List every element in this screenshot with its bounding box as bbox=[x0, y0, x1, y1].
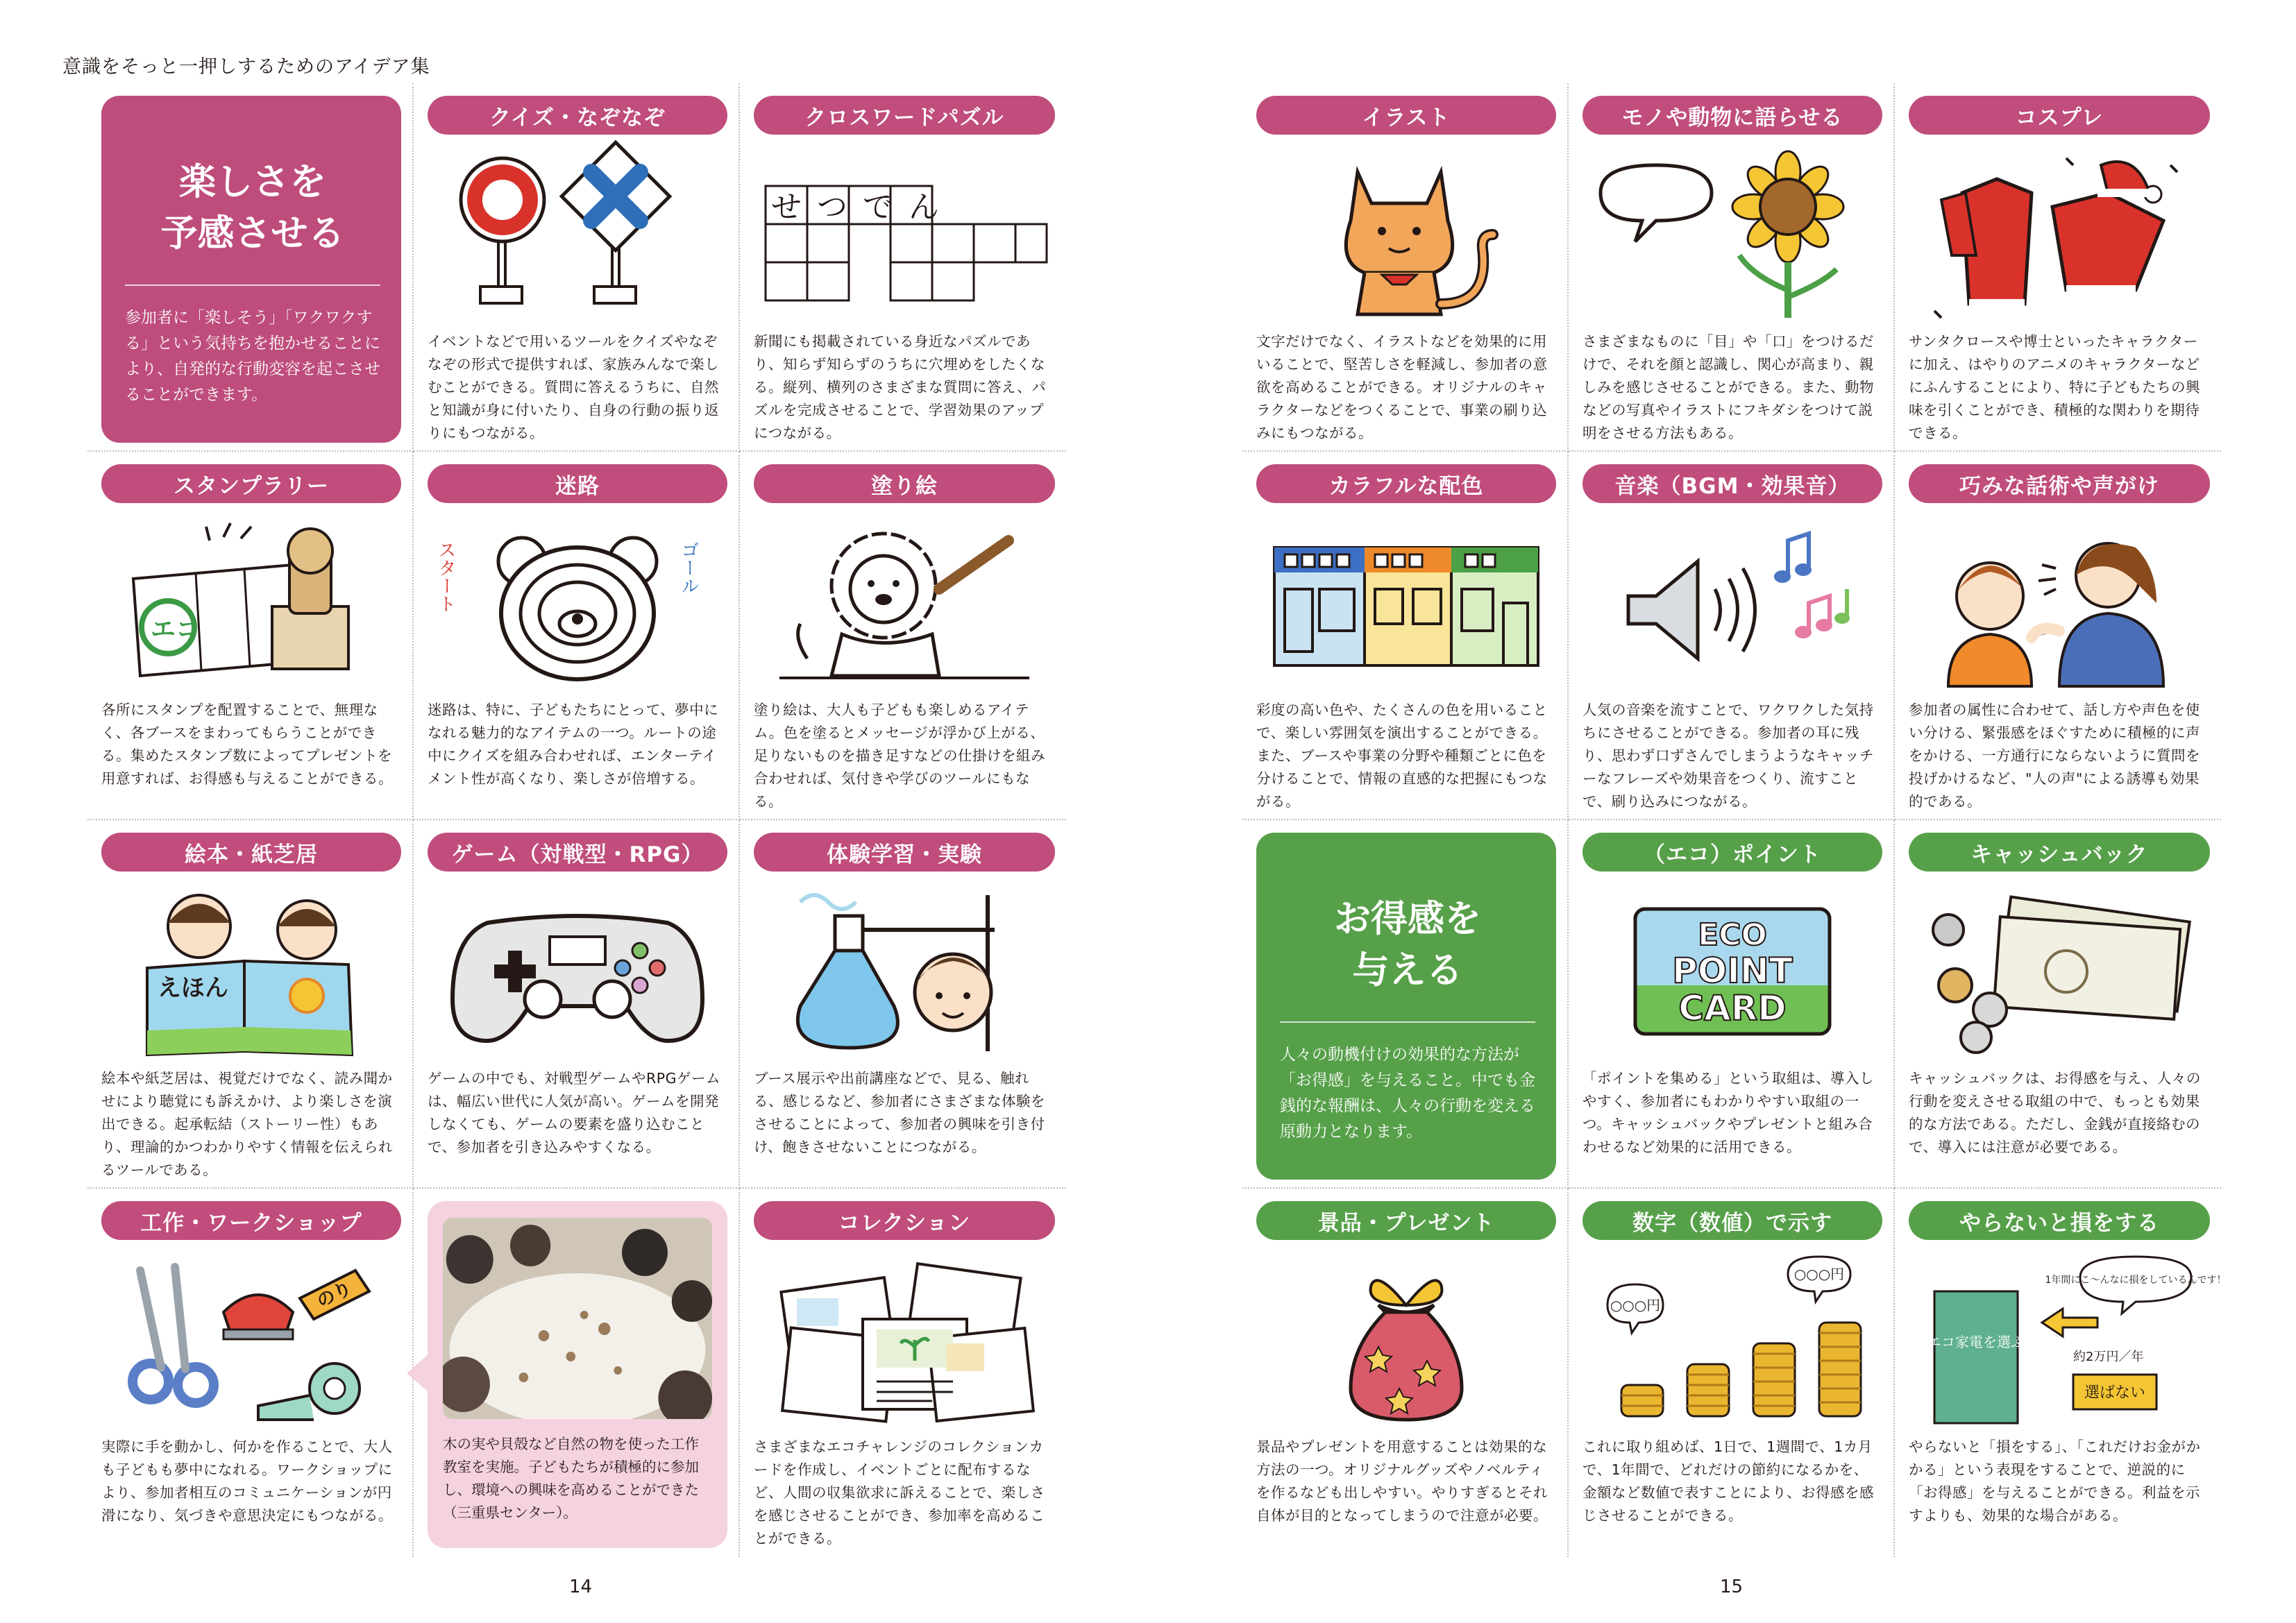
card-title-quiz: クイズ・なぞなぞ bbox=[428, 96, 727, 135]
card-title-coloring: 塗り絵 bbox=[754, 464, 1055, 503]
card-title-cosplay: コスプレ bbox=[1909, 96, 2210, 135]
card-description: 絵本や紙芝居は、視覚だけでなく、読み聞かせにより聴覚にも訴えかけ、より楽しさを演出できる。起承転結（ストーリー性）もあり、理論的かつわかりやすく情報を伝えられるツールである。 bbox=[101, 1070, 393, 1178]
card-title-collection: コレクション bbox=[754, 1201, 1055, 1240]
experiment-flask-icon bbox=[754, 881, 1055, 1062]
card-title-craft: 工作・ワークショップ bbox=[101, 1201, 401, 1240]
svg-text:エコ: エコ bbox=[151, 615, 201, 644]
card-description: やらないと「損をする」、「これだけお金がかかる」という表現をすることで、逆説的に「お得感」を与えることができる。利益を示すよりも、効果的な場合がある。 bbox=[1909, 1438, 2201, 1524]
card-title-gift: 景品・プレゼント bbox=[1256, 1201, 1556, 1240]
svg-text:のり: のり bbox=[314, 1277, 355, 1312]
page-header: 意識をそっと一押しするためのアイデア集 bbox=[62, 56, 430, 78]
card-title-illustration: イラスト bbox=[1256, 96, 1556, 135]
card-description: 文字だけでなく、イラストなどを効果的に用いることで、堅苦しさを軽減し、参加者の意欲を高めることができる。オリジナルのキャラクターなどをつくることで、事業の刷り込みにもつながる。 bbox=[1256, 333, 1548, 441]
card-collection-icon bbox=[754, 1250, 1055, 1430]
svg-text:約2万円／年: 約2万円／年 bbox=[2073, 1350, 2144, 1364]
gift-bag-icon bbox=[1256, 1250, 1556, 1430]
card-description: サンタクロースや博士といったキャラクターに加え、はやりのアニメのキャラクターなどにふんすることにより、特に子どもたちの興味を引くことができ、積極的な関わりを期待できる。 bbox=[1909, 333, 2200, 441]
feature-description: 人々の動機付けの効果的な方法が「お得感」を与えること。中でも金銭的な報酬は、人々の行動を変える原動力となります。 bbox=[1280, 1046, 1535, 1141]
card-title-talking-objects: モノや動物に語らせる bbox=[1582, 96, 1882, 135]
card-description: 迷路は、特に、子どもたちにとって、夢中になれる魅力的なアイテムの一つ。ルートの途中にクイズを組み合わせれば、エンターテイメント性が高くなり、楽しさが倍増する。 bbox=[428, 702, 719, 787]
svg-text:エコ家電を選ぶ: エコ家電を選ぶ bbox=[1927, 1334, 2025, 1350]
card-title-numbers: 数字（数値）で示す bbox=[1582, 1201, 1882, 1240]
card-title-speaking: 巧みな話術や声がけ bbox=[1909, 464, 2210, 503]
card-title-music: 音楽（BGM・効果音） bbox=[1582, 464, 1882, 503]
game-controller-icon bbox=[428, 881, 727, 1062]
card-title-loss-aversion: やらないと損をする bbox=[1909, 1201, 2210, 1240]
feature-title: お得感を 与える bbox=[1334, 898, 1481, 992]
talking-sunflower-icon bbox=[1582, 144, 1882, 325]
card-description: ゲームの中でも、対戦型ゲームやRPGゲームは、幅広い世代に人気が高い。ゲームを開発しなくても、ゲームの要素を盛り込むことで、参加者を引き込みやすくなる。 bbox=[428, 1070, 720, 1155]
page-number-left: 14 bbox=[569, 1577, 593, 1597]
card-description: さまざまなエコチャレンジのコレクションカードを作成し、イベントごとに配布するなど、人間の収集欲求に訴えることで、楽しさを感じさせることができ、参加率を高めることができる。 bbox=[754, 1438, 1045, 1547]
card-description: これに取り組めば、1日で、1週間で、1カ月で、1年間で、どれだけの節約になるかを、金額など数値で表すことにより、お得感を感じさせることができる。 bbox=[1582, 1438, 1874, 1524]
crossword-icon bbox=[754, 144, 1055, 325]
card-description: 実際に手を動かし、何かを作ることで、大人も子どもも夢中になれる。ワークショップにより、参加者相互のコミュニケーションが円滑になり、気づきや意思決定にもつながる。 bbox=[101, 1438, 393, 1524]
card-title-picture-book: 絵本・紙芝居 bbox=[101, 833, 401, 872]
colorful-shops-icon bbox=[1256, 513, 1556, 693]
workshop-photo-panel bbox=[428, 1201, 727, 1548]
card-title-cashback: キャッシュバック bbox=[1909, 833, 2210, 872]
card-description: 塗り絵は、大人も子どもも楽しめるアイテム。色を塗るとメッセージが浮かび上がる、足りないものを描き足すなどの仕掛けを組み合わせれば、気付きや学びのツールにもなる。 bbox=[754, 702, 1045, 810]
santa-costume-icon bbox=[1909, 144, 2210, 325]
feature-description: 参加者に「楽しそう」「ワクワクする」という気持ちを抱かせることにより、自発的な行動変容を起こさせることができます。 bbox=[125, 309, 380, 404]
cash-coins-icon bbox=[1909, 881, 2210, 1062]
svg-text:ECO: ECO bbox=[1698, 917, 1767, 953]
maze-icon bbox=[428, 513, 727, 693]
card-description: 各所にスタンプを配置することで、無理なく、各ブースをまわってもらうことができる。集めたスタンプ数によってプレゼントを用意すれば、お得感も与えることができる。 bbox=[101, 702, 393, 787]
svg-text:スタート: スタート bbox=[435, 541, 456, 613]
card-description: さまざまなものに「目」や「口」をつけるだけで、それを顔と認識し、関心が高まり、親しみを感じさせることができる。また、動物などの写真やイラストにフキダシをつけて説明をさせる方法もある。 bbox=[1582, 333, 1874, 441]
photo-caption: 木の実や貝殻など自然の物を使った工作教室を実施。子どもたちが積極的に参加し、環境への興味を高めることができた（三重県センター）。 bbox=[443, 1436, 699, 1521]
feature-fun-box bbox=[101, 96, 401, 443]
talking-people-icon bbox=[1909, 513, 2210, 693]
card-title-eco-point: （エコ）ポイント bbox=[1582, 833, 1882, 872]
right-page-grid bbox=[1242, 83, 2227, 1558]
eco-appliance-sign-icon bbox=[1909, 1250, 2227, 1430]
card-description: キャッシュバックは、お得感を与え、人々の行動を変えさせる取組の中で、もっとも効果的な方法である。ただし、金銭が直接絡むので、導入には注意が必要である。 bbox=[1909, 1070, 2201, 1155]
card-title-colorful: カラフルな配色 bbox=[1256, 464, 1556, 503]
card-title-crossword: クロスワードパズル bbox=[754, 96, 1055, 135]
card-description: イベントなどで用いるツールをクイズやなぞなぞの形式で提供すれば、家族みんなで楽しむことができる。質問に答えるうちに、自然と知識が身に付いたり、自身の行動の振り返りにもつながる。 bbox=[428, 333, 719, 441]
eco-point-card-icon bbox=[1582, 881, 1882, 1062]
card-title-stamp-rally: スタンプラリー bbox=[101, 464, 401, 503]
svg-text:1年間にこ～んなに損をしているんです！: 1年間にこ～んなに損をしているんです！ bbox=[2045, 1275, 2227, 1286]
card-description: ブース展示や出前講座などで、見る、触れる、感じるなど、参加者にさまざまな体験をさせることによって、参加者の興味を引き付け、飽きさせないことにつながる。 bbox=[754, 1070, 1045, 1155]
svg-text:○○○円: ○○○円 bbox=[1793, 1266, 1845, 1282]
speaker-music-icon bbox=[1582, 513, 1882, 693]
coin-stacks-icon bbox=[1582, 1250, 1882, 1430]
workshop-photo bbox=[443, 1218, 712, 1419]
svg-text:○○○円: ○○○円 bbox=[1610, 1297, 1661, 1314]
svg-text:選ばない: 選ばない bbox=[2084, 1384, 2146, 1402]
card-description: 人気の音楽を流すことで、ワクワクした気持ちにさせることができる。参加者の耳に残り、思わず口ずさんでしまうようなキャッチーなフレーズや効果音をつくり、流すことで、刷り込みにつながる。 bbox=[1582, 702, 1874, 810]
picture-book-icon bbox=[101, 881, 401, 1062]
quiz-sign-icon bbox=[428, 144, 727, 325]
feature-title: 楽しさを 予感させる bbox=[160, 161, 345, 255]
stamp-icon bbox=[101, 513, 401, 693]
left-page-grid bbox=[87, 83, 1066, 1558]
card-description: 参加者の属性に合わせて、話し方や声色を使い分ける、緊張感をほぐすために積極的に声をかける、一方通行にならないように質問を投げかけるなど、"人の声"による誘導も効果的である。 bbox=[1909, 702, 2200, 810]
svg-text:CARD: CARD bbox=[1678, 988, 1787, 1028]
card-title-maze: 迷路 bbox=[428, 464, 727, 503]
page-number-right: 15 bbox=[1720, 1577, 1744, 1597]
svg-text:ゴール: ゴール bbox=[678, 541, 699, 595]
card-description: 「ポイントを集める」という取組は、導入しやすく、参加者にもわかりやすい取組の一つ。キャッシュバックやプレゼントと組み合わせるなど効果的に活用できる。 bbox=[1582, 1070, 1874, 1155]
card-description: 彩度の高い色や、たくさんの色を用いることで、楽しい雰囲気を演出することができる。また、ブースや事業の分野や種類ごとに色を分けることで、情報の直感的な把握にもつながる。 bbox=[1256, 702, 1548, 810]
craft-tools-icon bbox=[101, 1250, 401, 1430]
card-description: 新聞にも掲載されている身近なパズルであり、知らず知らずのうちに穴埋めをしたくなる。縦列、横列のさまざまな質問に答え、パズルを完成させることで、学習効果のアップにつながる。 bbox=[754, 333, 1047, 441]
card-title-game: ゲーム（対戦型・RPG） bbox=[428, 833, 727, 872]
card-title-experiment: 体験学習・実験 bbox=[754, 833, 1055, 872]
svg-text:POINT: POINT bbox=[1672, 951, 1793, 991]
feature-value-box bbox=[1256, 833, 1556, 1180]
cat-illustration-icon bbox=[1256, 144, 1556, 325]
lion-coloring-icon bbox=[754, 513, 1055, 693]
svg-text:えほん: えほん bbox=[158, 974, 228, 1002]
card-description: 景品やプレゼントを用意することは効果的な方法の一つ。オリジナルグッズやノベルティを作るなども出しやすい。やりすぎるとそれ自体が目的となってしまうので注意が必要。 bbox=[1256, 1438, 1548, 1524]
svg-text:せつでん: せつでん bbox=[771, 189, 954, 225]
